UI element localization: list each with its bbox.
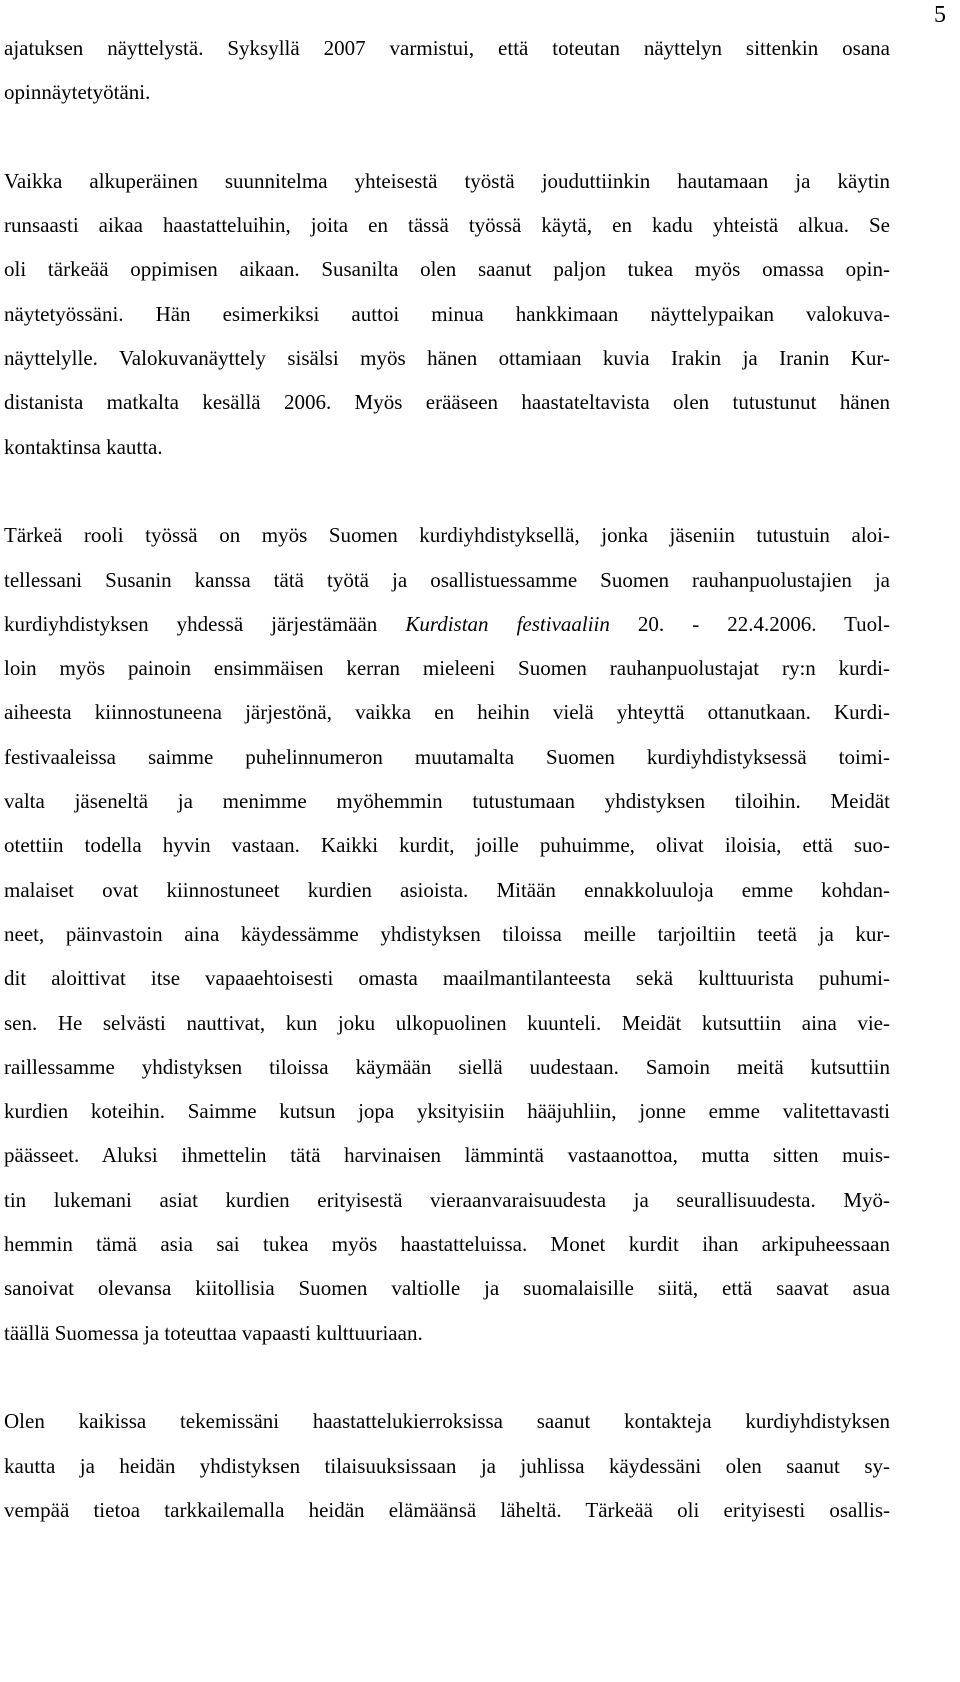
text-line: päässeet. Aluksi ihmettelin tätä harvinaisen lämmintä vastaanottoa, mutta sitten muis-: [4, 1143, 890, 1168]
text-line: tin lukemani asiat kurdien erityisestä vieraanvaraisuudesta ja seurallisuudesta. Myö-: [4, 1187, 890, 1212]
text-line: aiheesta kiinnostuneena järjestönä, vaikka en heihin vielä yhteyttä ottanutkaan. Kurdi-: [4, 700, 890, 725]
text-line: sen. He selvästi nauttivat, kun joku ulkopuolinen kuunteli. Meidät kutsuttiin aina vie-: [4, 1010, 890, 1035]
page-number: 5: [934, 2, 946, 28]
festival-name-italic: Kurdistan festivaaliin: [405, 611, 610, 636]
paragraph-gap: [4, 1355, 890, 1399]
paragraph-gap: [4, 115, 890, 159]
paragraph-2: [4, 159, 890, 469]
text-line: festivaaleissa saimme puhelinnumeron muutamalta Suomen kurdiyhdistyksessä toimi-: [4, 744, 890, 769]
text-line-with-italic: [4, 602, 890, 646]
text-line: näytetyössäni. Hän esimerkiksi auttoi minua hankkimaan näyttelypaikan valokuva-: [4, 301, 890, 326]
text-line: neet, päinvastoin aina käydessämme yhdistyksen tiloissa meille tarjoiltiin teetä ja kur-: [4, 921, 890, 946]
text-line: valta jäseneltä ja menimme myöhemmin tutustumaan yhdistyksen tiloihin. Meidät: [4, 789, 890, 814]
text-line: hemmin tämä asia sai tukea myös haastatteluissa. Monet kurdit ihan arkipuheessaan: [4, 1232, 890, 1257]
paragraph-gap: [4, 469, 890, 513]
text-line: kurdien koteihin. Saimme kutsun jopa yksityisiin hääjuhliin, jonne emme valitettavasti: [4, 1099, 890, 1124]
paragraph-4: [4, 1399, 890, 1532]
text-line: ajatuksen näyttelystä. Syksyllä 2007 varmistui, että toteutan näyttelyn sittenkin osana: [4, 36, 890, 60]
text-line: täällä Suomessa ja toteuttaa vapaasti kulttuuriaan.: [4, 1320, 423, 1345]
text-line: loin myös painoin ensimmäisen kerran mieleeni Suomen rauhanpuolustajat ry:n kurdi-: [4, 656, 890, 681]
paragraph-1: [4, 26, 890, 115]
document-body: [4, 26, 890, 1532]
text-line: oli tärkeää oppimisen aikaan. Susanilta olen saanut paljon tukea myös omassa opin-: [4, 257, 890, 282]
text-line: Tärkeä rooli työssä on myös Suomen kurdiyhdistyksellä, jonka jäseniin tutustuin aloi-: [4, 523, 890, 548]
text-line: opinnäytetyötäni.: [4, 80, 151, 105]
paragraph-3: [4, 513, 890, 1355]
text-line: runsaasti aikaa haastatteluihin, joita en tässä työssä käytä, en kadu yhteistä alkua. Se: [4, 213, 890, 238]
text-line: sanoivat olevansa kiitollisia Suomen valtiolle ja suomalaisille siitä, että saavat asua: [4, 1276, 890, 1301]
text-line: näyttelylle. Valokuvanäyttely sisälsi myös hänen ottamiaan kuvia Irakin ja Iranin Kur-: [4, 346, 890, 371]
text-line: kontaktinsa kautta.: [4, 434, 163, 459]
text-line: kautta ja heidän yhdistyksen tilaisuuksissaan ja juhlissa käydessäni olen saanut sy-: [4, 1453, 890, 1478]
text-line: Olen kaikissa tekemissäni haastattelukierroksissa saanut kontakteja kurdiyhdistyksen: [4, 1409, 890, 1434]
text-line: distanista matkalta kesällä 2006. Myös erääseen haastateltavista olen tutustunut hänen: [4, 390, 890, 415]
text-run: kurdiyhdistyksen yhdessä järjestämään: [4, 611, 406, 636]
text-line: raillessamme yhdistyksen tiloissa käymään siellä uudestaan. Samoin meitä kutsuttiin: [4, 1054, 890, 1079]
text-line: vempää tietoa tarkkailemalla heidän elämäänsä läheltä. Tärkeää oli erityisesti osallis-: [4, 1497, 890, 1522]
text-line: Vaikka alkuperäinen suunnitelma yhteisestä työstä jouduttiinkin hautamaan ja käytin: [4, 168, 890, 193]
text-run: 20. - 22.4.2006. Tuol-: [609, 611, 891, 636]
text-line: otettiin todella hyvin vastaan. Kaikki kurdit, joille puhuimme, olivat iloisia, että suo-: [4, 833, 890, 858]
text-line: dit aloittivat itse vapaaehtoisesti omasta maailmantilanteesta sekä kulttuurista puhumi-: [4, 966, 890, 991]
text-line: malaiset ovat kiinnostuneet kurdien asioista. Mitään ennakkoluuloja emme kohdan-: [4, 877, 890, 902]
text-line: tellessani Susanin kanssa tätä työtä ja osallistuessamme Suomen rauhanpuolustajien ja: [4, 567, 890, 592]
